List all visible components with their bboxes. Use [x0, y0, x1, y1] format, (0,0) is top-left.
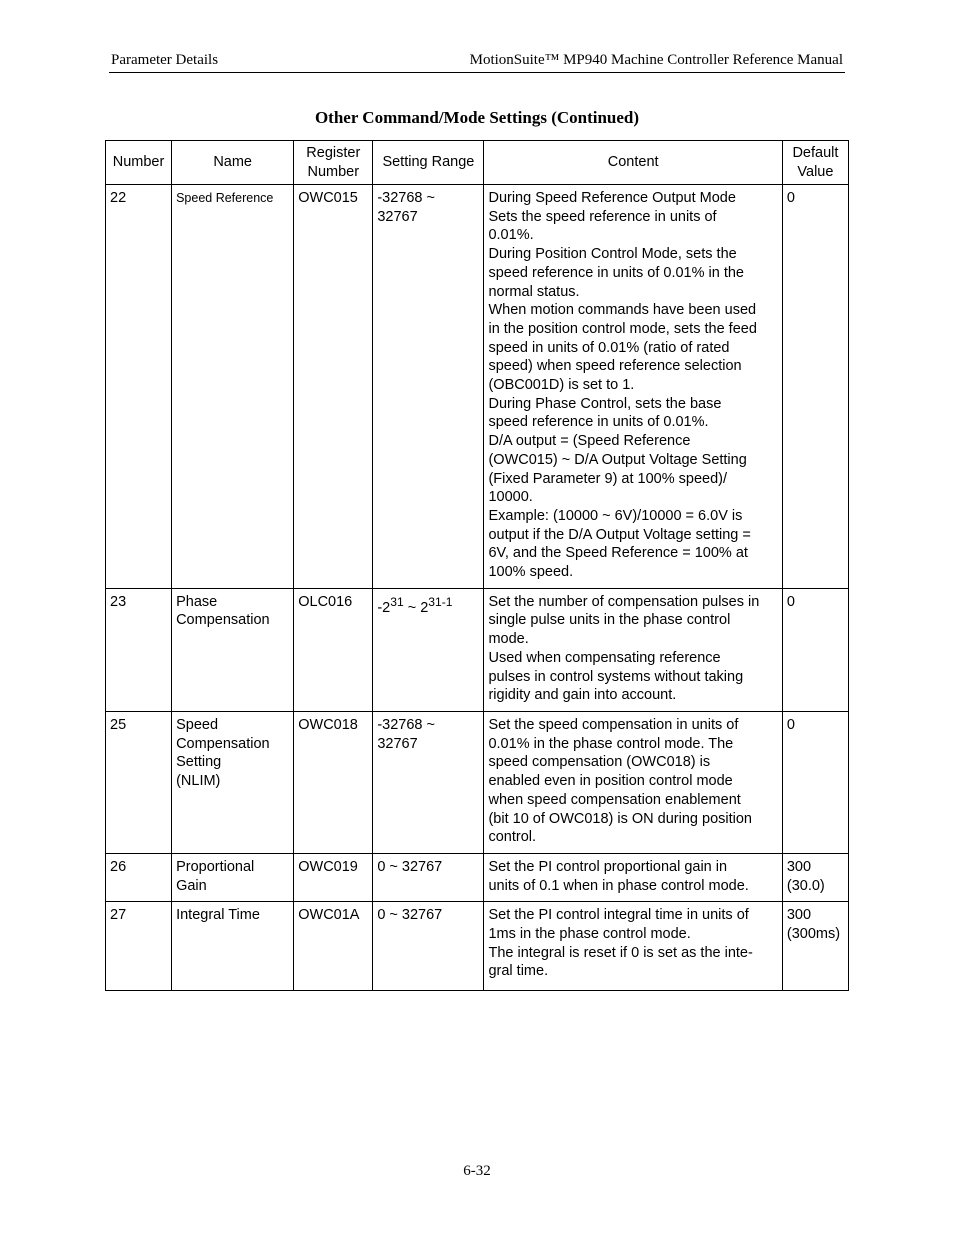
cell-line: rigidity and gain into account.	[488, 687, 677, 704]
cell-register: OWC01A	[294, 902, 373, 991]
column-header-default	[782, 141, 848, 185]
cell-line: Gain	[176, 877, 207, 894]
column-header-setting-range: Setting Range	[373, 141, 484, 185]
cell-line: Set the PI control integral time in units of	[488, 907, 749, 924]
cell-line: (Fixed Parameter 9) at 100% speed)/	[488, 470, 728, 487]
cell-line: Set the number of compensation pulses in	[488, 593, 760, 610]
cell-line: During Position Control Mode, sets the	[488, 246, 737, 263]
cell-line: When motion commands have been used	[488, 302, 757, 319]
cell-default	[782, 853, 848, 901]
cell-line: speed reference in units of 0.01%.	[488, 414, 709, 431]
cell-line: output if the D/A Output Voltage setting =	[488, 526, 751, 543]
cell-line: speed compensation (OWC018) is	[488, 754, 711, 771]
cell-line: (30.0)	[786, 877, 825, 894]
cell-range	[373, 185, 484, 589]
table-row	[106, 711, 849, 853]
cell-line: 300	[786, 858, 812, 875]
table-row	[106, 185, 849, 589]
cell-line: enabled even in position control mode	[488, 773, 733, 790]
cell-line: D/A output = (Speed Reference	[488, 433, 691, 450]
cell-content	[484, 853, 782, 901]
cell-range	[373, 853, 484, 901]
cell-register: OWC018	[294, 711, 373, 853]
cell-line: 1ms in the phase control mode.	[488, 926, 691, 943]
running-header-section: Parameter Details	[111, 52, 219, 68]
cell-line: Setting	[176, 754, 222, 771]
cell-line: single pulse units in the phase control	[488, 612, 731, 629]
cell-line: During Phase Control, sets the base	[488, 395, 722, 412]
cell-line: Used when compensating reference	[488, 649, 721, 666]
cell-line: Sets the speed reference in units of	[488, 208, 717, 225]
cell-line: Proportional	[176, 858, 255, 875]
cell-line: 100% speed.	[488, 564, 574, 581]
cell-line: Compensation	[176, 612, 270, 629]
cell-number: 26	[106, 853, 172, 901]
cell-line: normal status.	[488, 283, 580, 300]
column-header-register	[294, 141, 373, 185]
page-title: Other Command/Mode Settings (Continued)	[314, 108, 640, 127]
range-max: ~ 2	[403, 599, 429, 616]
cell-register: OLC016	[294, 588, 373, 711]
cell-line: 10000.	[488, 489, 533, 506]
cell-line: Speed Reference	[176, 191, 274, 205]
cell-line: 0 ~ 32767	[377, 907, 443, 924]
cell-name	[172, 853, 294, 901]
cell-line: (OBC001D) is set to 1.	[488, 377, 635, 394]
cell-name	[172, 185, 294, 589]
cell-line: 300	[786, 907, 812, 924]
table-header-row	[106, 141, 849, 185]
cell-name	[172, 902, 294, 991]
table-row	[106, 853, 849, 901]
cell-line: 0	[786, 716, 795, 733]
column-header-content: Content	[484, 141, 782, 185]
cell-content	[484, 711, 782, 853]
header-line: Default	[792, 144, 839, 161]
cell-range	[373, 902, 484, 991]
header-divider	[109, 72, 845, 73]
page-number: 6-32	[463, 1163, 491, 1179]
cell-line: 0 ~ 32767	[377, 858, 443, 875]
cell-content	[484, 185, 782, 589]
header-line: Register	[306, 144, 361, 161]
header-line: Number	[307, 163, 360, 180]
cell-line: 0	[786, 593, 795, 610]
cell-line: speed in units of 0.01% (ratio of rated	[488, 339, 730, 356]
cell-name	[172, 588, 294, 711]
range-min: -2	[377, 599, 391, 616]
cell-line: The integral is reset if 0 is set as the inte-	[488, 944, 753, 961]
cell-line: -32768 ~	[377, 190, 435, 206]
cell-number: 22	[106, 185, 172, 589]
cell-line: speed) when speed reference selection	[488, 358, 742, 375]
cell-number: 27	[106, 902, 172, 991]
cell-line: units of 0.1 when in phase control mode.	[488, 877, 749, 894]
cell-line: Compensation	[176, 735, 270, 752]
cell-line: (300ms)	[786, 926, 841, 943]
cell-line: Integral Time	[176, 907, 260, 924]
table-row	[106, 588, 849, 711]
cell-line: Set the PI control proportional gain in	[488, 858, 728, 875]
cell-line: During Speed Reference Output Mode	[488, 190, 736, 206]
cell-line: (NLIM)	[176, 773, 221, 790]
cell-line: 0.01%.	[488, 227, 534, 244]
cell-line: 32767	[377, 208, 418, 225]
parameter-table	[105, 140, 849, 991]
cell-line: gral time.	[488, 963, 549, 980]
cell-line: when speed compensation enablement	[488, 791, 741, 808]
cell-line: pulses in control systems without taking	[488, 668, 744, 685]
range-max-exponent: 31-1	[428, 594, 453, 609]
header-line: Value	[797, 163, 834, 180]
cell-line: (bit 10 of OWC018) is ON during position	[488, 810, 752, 827]
cell-register: OWC019	[294, 853, 373, 901]
cell-line: speed reference in units of 0.01% in the	[488, 264, 744, 281]
cell-line: 0	[786, 190, 795, 206]
cell-line: 0.01% in the phase control mode. The	[488, 735, 734, 752]
cell-line: mode.	[488, 631, 529, 648]
cell-default	[782, 185, 848, 589]
cell-line: control.	[488, 829, 537, 846]
cell-line: 6V, and the Speed Reference = 100% at	[488, 545, 748, 562]
table-row	[106, 902, 849, 991]
cell-register: OWC015	[294, 185, 373, 589]
cell-default	[782, 588, 848, 711]
cell-content	[484, 902, 782, 991]
cell-name	[172, 711, 294, 853]
column-header-name: Name	[172, 141, 294, 185]
cell-default	[782, 711, 848, 853]
cell-range	[373, 711, 484, 853]
range-min-exponent: 31	[390, 594, 404, 609]
cell-line: (OWC015) ~ D/A Output Voltage Setting	[488, 451, 747, 468]
cell-number: 23	[106, 588, 172, 711]
column-header-number: Number	[106, 141, 172, 185]
running-header-manual-title: MotionSuite™ MP940 Machine Controller Reference Manual	[469, 52, 843, 68]
cell-line: in the position control mode, sets the feed	[488, 320, 757, 337]
cell-number: 25	[106, 711, 172, 853]
cell-line: 32767	[377, 735, 418, 752]
cell-range	[373, 588, 484, 711]
cell-line: Speed	[176, 716, 219, 733]
cell-default	[782, 902, 848, 991]
cell-content	[484, 588, 782, 711]
cell-line: Phase	[176, 593, 218, 610]
cell-line: Set the speed compensation in units of	[488, 716, 739, 733]
cell-line: Example: (10000 ~ 6V)/10000 = 6.0V is	[488, 507, 743, 524]
cell-line: -32768 ~	[377, 716, 435, 733]
